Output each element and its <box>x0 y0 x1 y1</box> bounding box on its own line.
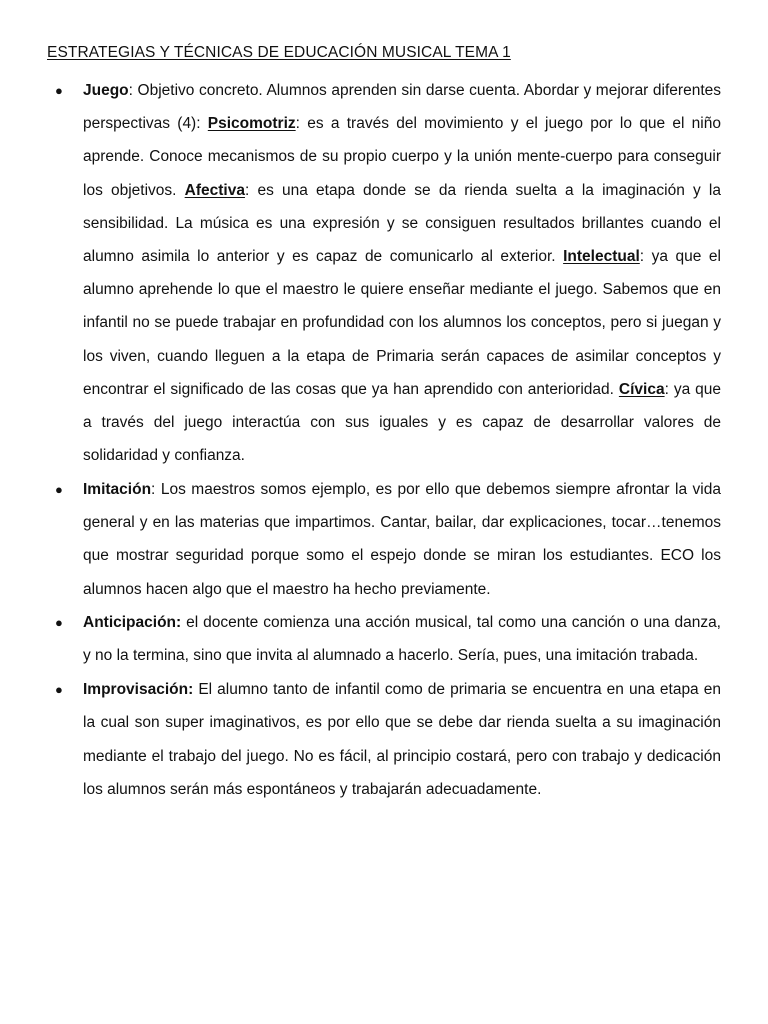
item-term: Improvisación: <box>83 681 194 699</box>
bullet-icon: ● <box>55 481 63 497</box>
item-term: Juego <box>83 82 129 99</box>
item-text: : es a través del movimiento y el juego por lo que el niño aprende. Conoce mecanismos de su propio cuerpo y la unión mente-cuerpo para conseguir los objetivos. <box>83 115 721 199</box>
list-item-juego <box>55 74 721 472</box>
item-subterm: Psicomotriz <box>207 115 296 133</box>
bullet-icon: ● <box>55 615 63 631</box>
bullet-icon: ● <box>55 83 63 98</box>
item-term: Imitación <box>83 480 152 498</box>
item-subterm: Intelectual <box>563 248 640 266</box>
list-item-anticipacion <box>55 606 721 672</box>
item-subterm: Afectiva <box>184 181 245 199</box>
list-item-imitacion <box>55 473 721 606</box>
item-text: : ya que a través del juego interactúa con sus iguales y es capaz de desarrollar valores de solidaridad y confianza. <box>83 380 721 465</box>
item-term: Anticipación: <box>83 614 182 632</box>
item-subterm: Cívica <box>618 380 665 398</box>
bullet-list <box>55 74 721 806</box>
item-text: El alumno tanto de infantil como de primaria se encuentra en una etapa en la cual son super imaginativos, es por ello que se debe dar rienda suelta a su imaginación mediante el trabajo del juego. No es fácil, al principio costará, pero con trabajo y dedicación los alumnos serán más espontáneos y trabajarán adecuadamente. <box>83 681 721 798</box>
item-text: : ya que el alumno aprehende lo que el maestro le quiere enseñar mediante el juego. Sabemos que en infantil no se puede trabajar en profundidad con los alumnos los conceptos, pero si juegan y los viven, cuando lleguen a la etapa de Primaria serán capaces de asimilar conceptos y encontrar el significado de las cosas que ya han aprendido con anterioridad. <box>83 248 721 398</box>
item-text: : es una etapa donde se da rienda suelta a la imaginación y la sensibilidad. La música es una expresión y se consiguen resultados brillantes cuando el alumno asimila lo anterior y es capaz de comunicarlo al exterior. <box>83 181 721 266</box>
list-item-improvisacion <box>55 673 721 806</box>
item-text: : Objetivo concreto. Alumnos aprenden sin darse cuenta. Abordar y mejorar diferentes perspectivas (4): <box>83 82 721 133</box>
item-text: : Los maestros somos ejemplo, es por ello que debemos siempre afrontar la vida general y en las materias que impartimos. Cantar, bailar, dar explicaciones, tocar…tenemos que mostrar seguridad porque somo el espejo donde se miran los estudiantes. ECO los alumnos hacen algo que el maestro ha hecho previamente. <box>83 480 721 598</box>
page-title: ESTRATEGIAS Y TÉCNICAS DE EDUCACIÓN MUSICAL TEMA 1 <box>47 44 511 61</box>
item-text: el docente comienza una acción musical, tal como una canción o una danza, y no la termina, sino que invita al alumnado a hacerlo. Sería, pues, una imitación trabada. <box>83 614 721 665</box>
bullet-icon: ● <box>55 682 63 698</box>
